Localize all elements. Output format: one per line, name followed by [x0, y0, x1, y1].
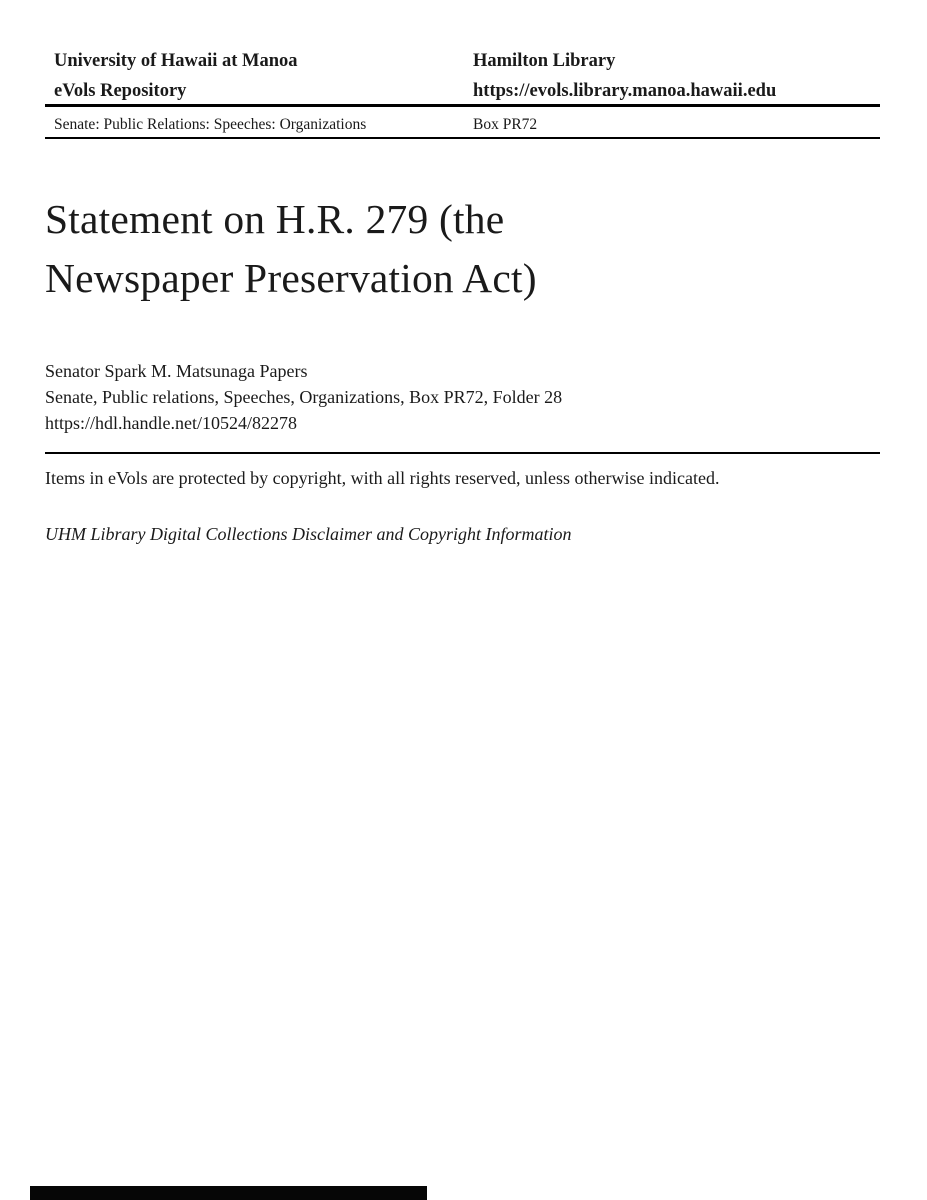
next-page-scan-edge	[30, 1186, 427, 1200]
document-title-line2: Newspaper Preservation Act)	[45, 255, 537, 301]
institution-name: University of Hawaii at Manoa	[54, 51, 298, 71]
header-row-top	[45, 46, 880, 106]
item-metadata	[45, 358, 562, 436]
repository-url-link[interactable]: https://evols.library.manoa.hawaii.edu	[473, 81, 777, 101]
header-right-column	[473, 46, 880, 106]
footer-divider	[45, 452, 880, 454]
header-row-collection	[45, 112, 880, 138]
item-location: Senate, Public relations, Speeches, Organizations, Box PR72, Folder 28	[45, 387, 563, 407]
copyright-notice: Items in eVols are protected by copyright, with all rights reserved, unless otherwise indicated.	[45, 468, 720, 488]
document-title-line1: Statement on H.R. 279 (the	[45, 196, 505, 242]
box-number: Box PR72	[473, 116, 538, 133]
document-title	[45, 190, 537, 308]
repository-name: eVols Repository	[54, 81, 187, 101]
header-divider-thin	[45, 137, 880, 139]
header-divider-thick	[45, 104, 880, 107]
collection-title: Senator Spark M. Matsunaga Papers	[45, 361, 308, 381]
disclaimer-copyright-link[interactable]: UHM Library Digital Collections Disclaimer and Copyright Information	[45, 524, 572, 544]
header-left-column	[45, 46, 473, 106]
library-name: Hamilton Library	[473, 51, 616, 71]
handle-url-link[interactable]: https://hdl.handle.net/10524/82278	[45, 413, 297, 433]
collection-path: Senate: Public Relations: Speeches: Organizations	[54, 116, 367, 133]
